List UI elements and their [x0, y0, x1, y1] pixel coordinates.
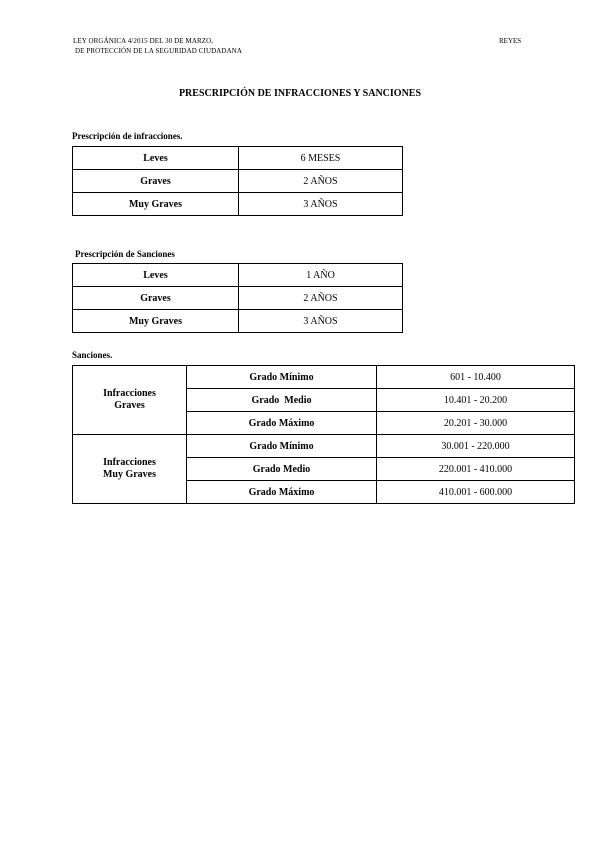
table-row [73, 147, 403, 170]
table-cell-range: 30.001 - 220.000 [377, 435, 575, 458]
page-title: PRESCRIPCIÓN DE INFRACCIONES Y SANCIONES [178, 88, 422, 99]
group-label-muy-graves [73, 435, 187, 504]
table-row [73, 366, 575, 389]
sanciones-prescripcion-table [72, 263, 403, 333]
sanciones-table [72, 365, 575, 504]
infracciones-heading: Prescripción de infracciones. [72, 131, 183, 141]
table-cell-range: 601 - 10.400 [377, 366, 575, 389]
table-row [73, 193, 403, 216]
table-cell-value: 2 AÑOS [239, 287, 403, 310]
table-cell-value: 3 AÑOS [239, 310, 403, 333]
table-row [73, 264, 403, 287]
table-cell-value: 6 MESES [239, 147, 403, 170]
table-row [73, 170, 403, 193]
group-label-line: Muy Graves [102, 469, 157, 480]
group-label-line: Infracciones [103, 457, 156, 468]
header-law-subject-line: DE PROTECCIÓN DE LA SEGURIDAD CIUDADANA [75, 47, 243, 55]
table-cell-grade: Grado Máximo [187, 481, 377, 504]
document-header-left [73, 36, 242, 56]
table-cell-label: Leves [73, 147, 239, 170]
table-cell-label: Muy Graves [73, 193, 239, 216]
table-cell-range: 220.001 - 410.000 [377, 458, 575, 481]
table-cell-label: Muy Graves [73, 310, 239, 333]
table-cell-value: 3 AÑOS [239, 193, 403, 216]
group-label-line: Infracciones [103, 388, 156, 399]
table-cell-grade: Grado Medio [187, 458, 377, 481]
table-cell-label: Graves [73, 287, 239, 310]
table-cell-grade: Grado Máximo [187, 412, 377, 435]
group-label-line: Graves [114, 400, 145, 411]
table-row [73, 310, 403, 333]
table-cell-range: 20.201 - 30.000 [377, 412, 575, 435]
table-cell-value: 1 AÑO [239, 264, 403, 287]
table-cell-label: Graves [73, 170, 239, 193]
sanciones-prescripcion-heading: Prescripción de Sanciones [75, 249, 175, 259]
table-cell-grade: Grado Mínimo [187, 366, 377, 389]
table-cell-range: 10.401 - 20.200 [377, 389, 575, 412]
group-label-graves [73, 366, 187, 435]
table-cell-grade: Grado Mínimo [187, 435, 377, 458]
table-row [73, 287, 403, 310]
document-header-right: REYES [499, 37, 522, 45]
sanciones-heading: Sanciones. [72, 350, 113, 360]
table-cell-range: 410.001 - 600.000 [377, 481, 575, 504]
table-cell-label: Leves [73, 264, 239, 287]
table-cell-value: 2 AÑOS [239, 170, 403, 193]
table-row [73, 435, 575, 458]
table-cell-grade: Grado Medio [187, 389, 377, 412]
header-law-line: LEY ORGÁNICA 4/2015 DEL 30 DE MARZO, [73, 37, 214, 45]
infracciones-table [72, 146, 403, 216]
